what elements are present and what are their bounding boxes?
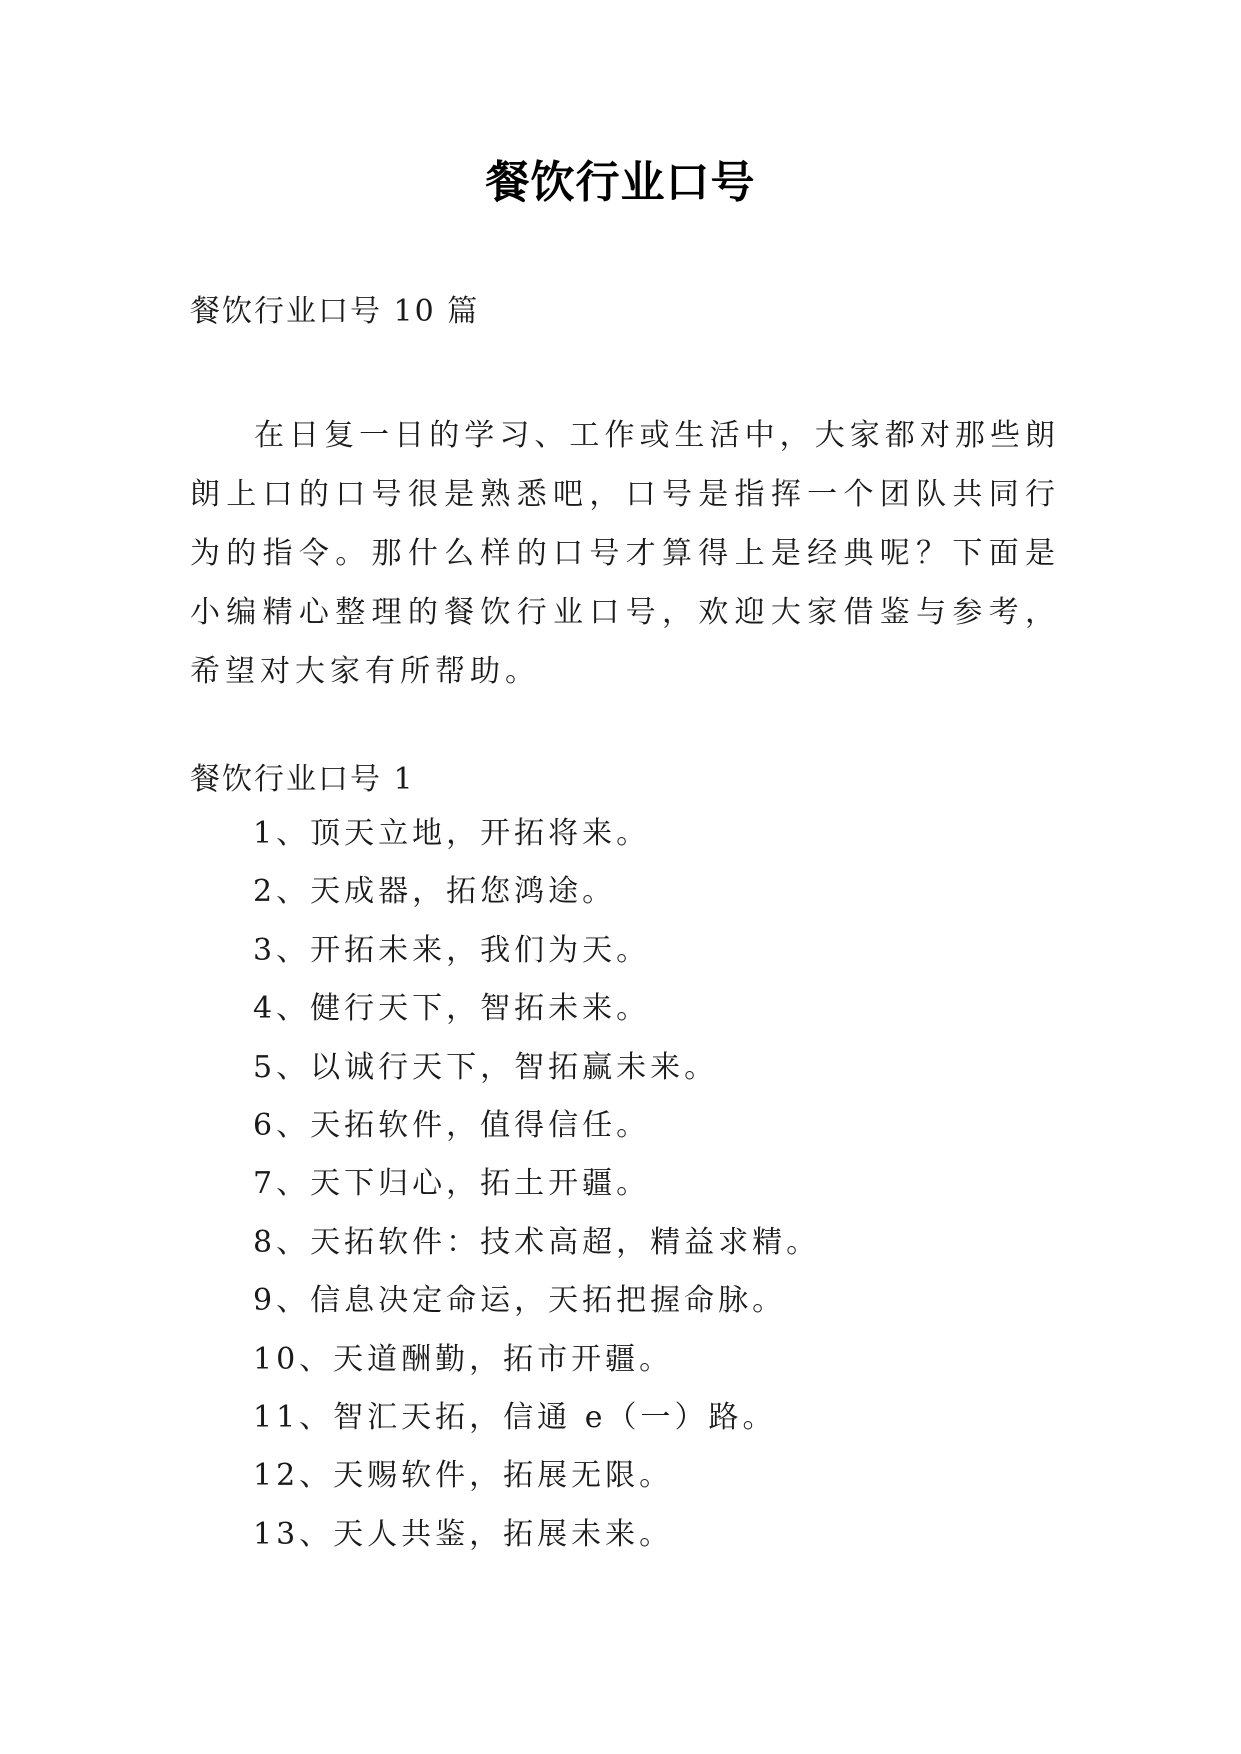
slogan-item: 3、开拓未来，我们为天。: [253, 932, 651, 968]
slogan-list: [253, 814, 820, 1573]
slogan-item: 6、天拓软件，值得信任。: [253, 1107, 651, 1143]
slogan-item: 1、顶天立地，开拓将来。: [253, 816, 651, 851]
slogan-item: 13、天人共鉴，拓展未来。: [253, 1516, 674, 1552]
intro-paragraph: 在日复一日的学习、工作或生活中，大家都对那些朗朗上口的口号很是熟悉吧，口号是指挥一个团队共同行为的指令。那什么样的口号才算得上是经典呢？下面是小编精心整理的餐饮行业口号，欢迎大家借鉴与参考，希望对大家有所帮助。: [190, 418, 1060, 689]
slogan-item: 11、智汇天拓，信通 e（一）路。: [253, 1399, 777, 1435]
slogan-item: 2、天成器，拓您鸿途。: [253, 874, 617, 910]
section-heading: 餐饮行业口号 1: [190, 762, 415, 797]
document-title: 餐饮行业口号: [485, 157, 756, 208]
slogan-item: 4、健行天下，智拓未来。: [253, 991, 651, 1027]
slogan-item: 9、信息决定命运，天拓把握命脉。: [253, 1283, 787, 1319]
slogan-item: 12、天赐软件，拓展无限。: [253, 1458, 674, 1494]
slogan-item: 10、天道酬勤，拓市开疆。: [253, 1341, 674, 1377]
slogan-item: 5、以诚行天下，智拓赢未来。: [253, 1049, 719, 1085]
slogan-item: 7、天下归心，拓土开疆。: [253, 1166, 651, 1202]
slogan-item: 8、天拓软件：技术高超，精益求精。: [253, 1224, 821, 1260]
document-subtitle: 餐饮行业口号 10 篇: [190, 294, 480, 329]
